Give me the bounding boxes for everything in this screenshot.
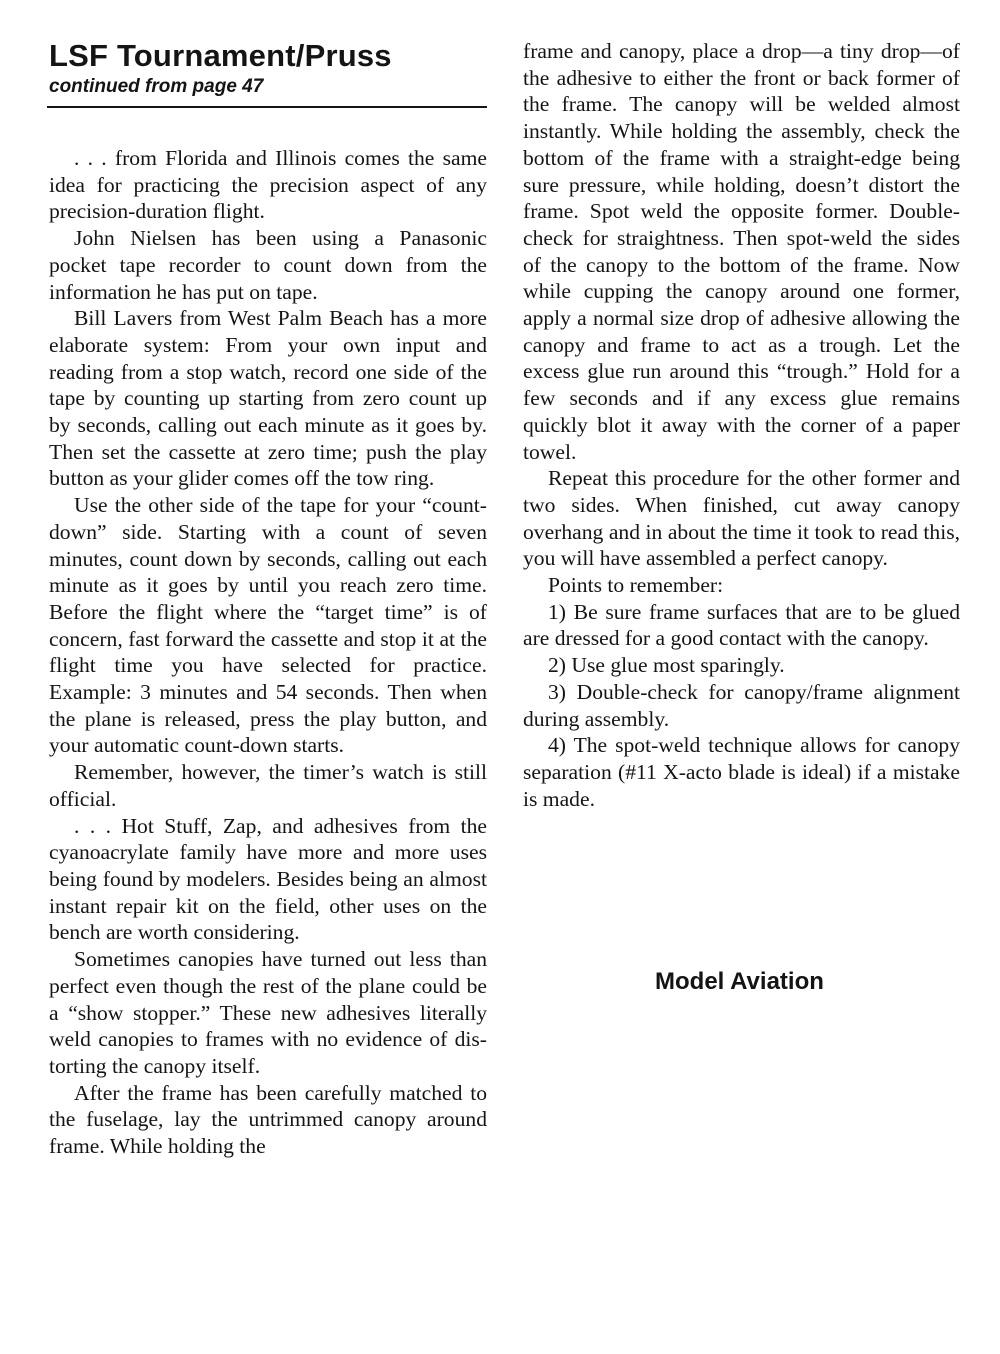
paragraph: Repeat this procedure for the other former and two sides. When finished, cut away canopy overhang and in about the time it took to read this, you will have assembled a perfect canopy. bbox=[523, 466, 960, 571]
continued-note: continued from page 47 bbox=[49, 76, 264, 97]
right-column bbox=[523, 38, 960, 812]
publication-signature: Model Aviation bbox=[655, 968, 824, 995]
list-item: 3) Double-check for canopy/frame alignment during assembly. bbox=[523, 679, 960, 731]
list-item: 2) Use glue most sparingly. bbox=[548, 653, 785, 678]
article-title: LSF Tournament/Pruss bbox=[49, 38, 392, 73]
paragraph: frame and canopy, place a drop—a tiny drop—of the adhesive to either the front or back former of the frame. The canopy will be welded almost instantly. While holding the assembly, check the bottom of the frame with a straight-edge being sure pressure, while holding, doesn’t distort the frame. Spot weld the opposite former. Double-check for straightness. Then spot-weld the sides of the canopy to the bottom of the frame. Now while cupping the canopy around one former, apply a normal size drop of adhesive allowing the canopy and frame to act as a trough. Let the excess glue run around this “trough.” Hold for a few seconds and if any excess glue remains quickly blot it away with the corner of a paper towel. bbox=[523, 39, 960, 464]
left-column bbox=[49, 145, 487, 1160]
paragraph: After the frame has been carefully matched to the fuselage, lay the untrimmed canopy around frame. While holding the bbox=[49, 1080, 487, 1159]
paragraph: . . . from Florida and Illinois comes the same idea for practicing the precision aspect of any precision-duration flight. bbox=[49, 146, 487, 224]
paragraph: Sometimes canopies have turned out less than perfect even though the rest of the plane could be a “show stopper.” These new adhesives literally weld canopies to frames with no evidence of distorting the canopy itself. bbox=[49, 947, 487, 1078]
paragraph: Use the other side of the tape for your “count-down” side. Starting with a count of seven minutes, count down by seconds, calling out each minute as it goes by until you reach zero time. Before the flight where the “target time” is of concern, fast forward the cassette and stop it at the flight time you have selected for practice. Example: 3 minutes and 54 seconds. Then when the plane is released, press the play button, and your automatic count-down starts. bbox=[49, 493, 487, 758]
paragraph: Bill Lavers from West Palm Beach has a more elaborate system: From your own input and reading from a stop watch, record one side of the tape by counting up starting from zero count up by seconds, calling out each minute as it goes by. Then set the cassette at zero time; push the play button as your glider comes off the tow ring. bbox=[49, 306, 487, 491]
list-item: 1) Be sure frame surfaces that are to be glued are dressed for a good contact with the canopy. bbox=[523, 599, 960, 651]
list-item: 4) The spot-weld technique allows for canopy separation (#11 X-acto blade is ideal) if a mistake is made. bbox=[523, 733, 960, 811]
title-divider bbox=[47, 106, 487, 108]
paragraph: . . . Hot Stuff, Zap, and adhesives from the cyanoacrylate family have more and more uses being found by modelers. Besides being an almost instant repair kit on the field, other uses on the bench are worth considering. bbox=[49, 813, 487, 945]
paragraph: Remember, however, the timer’s watch is still official. bbox=[49, 760, 487, 811]
paragraph: John Nielsen has been using a Panasonic pocket tape recorder to count down from the information he has put on tape. bbox=[49, 226, 487, 304]
paragraph: Points to remember: bbox=[548, 573, 724, 598]
